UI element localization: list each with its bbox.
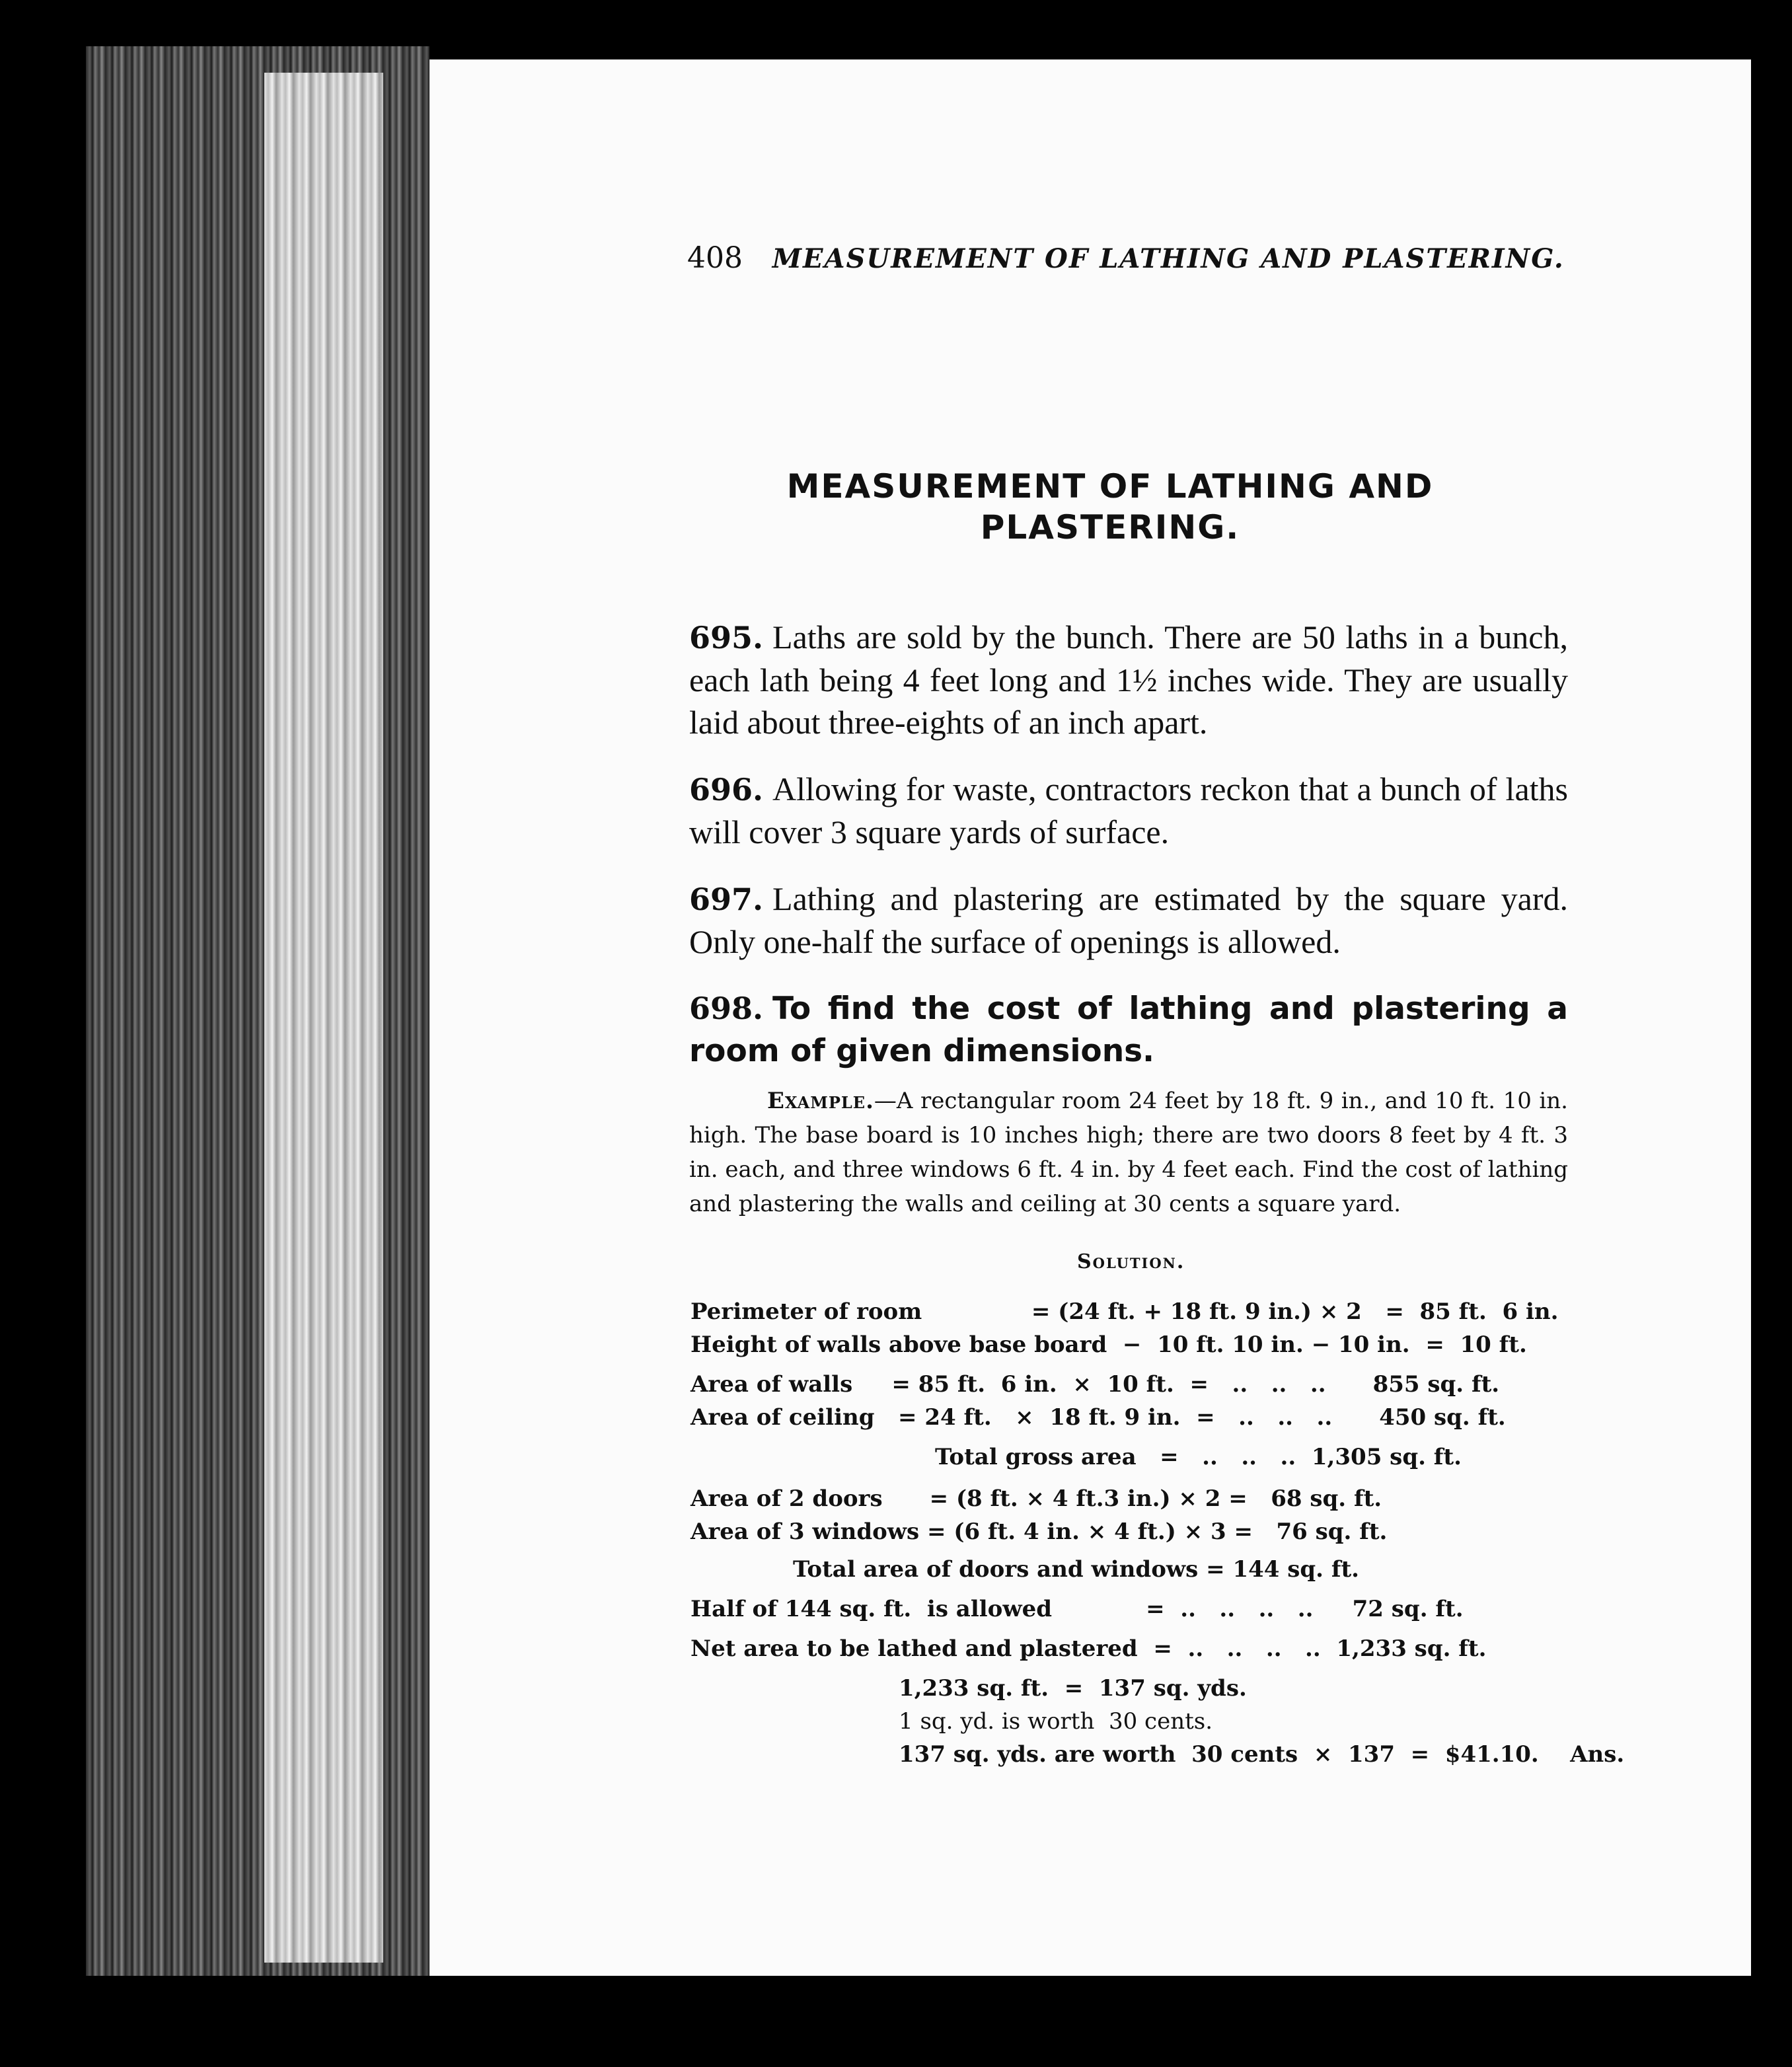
solution-line: Area of 2 doors = (8 ft. × 4 ft.3 in.) × 2 = 68 sq. ft. [691, 1485, 1382, 1512]
example-body: —A rectangular room 24 feet by 18 ft. 9 in., and 10 ft. 10 in. high. The base board is 10 inches high; there are two doors 8 feet by 4 ft. 3 in. each, and three windows 6 ft. 4 in. by 4 feet each. Find the cost of lathing and plastering the walls and ceiling at 30 cents a square yard. [689, 1088, 1568, 1217]
running-head [687, 241, 1565, 275]
paragraph-697 [689, 878, 1568, 963]
section-title-line-1: MEASUREMENT OF LATHING AND [786, 467, 1434, 506]
solution-line: Half of 144 sq. ft. is allowed = .. .. .. .. 72 sq. ft. [691, 1596, 1464, 1622]
solution-line: 1 sq. yd. is worth 30 cents. [899, 1708, 1213, 1735]
solution-line: Area of walls = 85 ft. 6 in. × 10 ft. = .. .. .. 855 sq. ft. [691, 1371, 1500, 1398]
solution-line: Area of 3 windows = (6 ft. 4 in. × 4 ft.) × 3 = 76 sq. ft. [691, 1519, 1388, 1545]
section-title-line-2: PLASTERING. [980, 508, 1240, 546]
page-number: 408 [687, 241, 743, 275]
paragraph-number: 698. [689, 991, 764, 1026]
paragraph-696 [689, 768, 1568, 853]
section-title [694, 466, 1526, 548]
paragraph-698 [689, 987, 1568, 1072]
paragraph-number: 696. [689, 772, 764, 808]
solution-line: Area of ceiling = 24 ft. × 18 ft. 9 in. = .. .. .. 450 sq. ft. [691, 1404, 1506, 1431]
paragraph-text: Allowing for waste, contractors reckon that a bunch of laths will cover 3 square yards of surface. [689, 770, 1568, 850]
solution-line: Total area of doors and windows = 144 sq. ft. [793, 1556, 1360, 1583]
solution-line: Total gross area = .. .. .. 1,305 sq. ft. [935, 1444, 1462, 1470]
book-page-edges [86, 46, 429, 1976]
paragraph-text: Lathing and plastering are estimated by the square yard. Only one-half the surface of openings is allowed. [689, 880, 1568, 960]
running-title: MEASUREMENT OF LATHING AND PLASTERING. [772, 243, 1565, 274]
paragraph-text: Laths are sold by the bunch. There are 50 laths in a bunch, each lath being 4 feet long and 1½ inches wide. They are usually laid about three-eights of an inch apart. [689, 619, 1568, 741]
example-lead: Example. [767, 1088, 874, 1114]
solution-heading: Solution. [1077, 1250, 1185, 1273]
paragraph-number: 695. [689, 620, 764, 656]
solution-line: 1,233 sq. ft. = 137 sq. yds. [899, 1675, 1247, 1702]
example-text [689, 1084, 1568, 1221]
page-edges-light [264, 73, 383, 1963]
paragraph-number: 697. [689, 882, 764, 917]
solution-line: Height of walls above base board − 10 ft. 10 in. − 10 in. = 10 ft. [691, 1332, 1527, 1358]
right-shadow [1751, 59, 1792, 1976]
solution-line: Net area to be lathed and plastered = .. .. .. .. 1,233 sq. ft. [691, 1635, 1487, 1662]
paragraph-695 [689, 616, 1568, 743]
paragraph-text: To find the cost of lathing and plastering a room of given dimensions. [689, 991, 1568, 1069]
solution-line: 137 sq. yds. are worth 30 cents × 137 = $41.10. Ans. [899, 1741, 1625, 1768]
solution-line: Perimeter of room = (24 ft. + 18 ft. 9 in.) × 2 = 85 ft. 6 in. [691, 1298, 1559, 1325]
